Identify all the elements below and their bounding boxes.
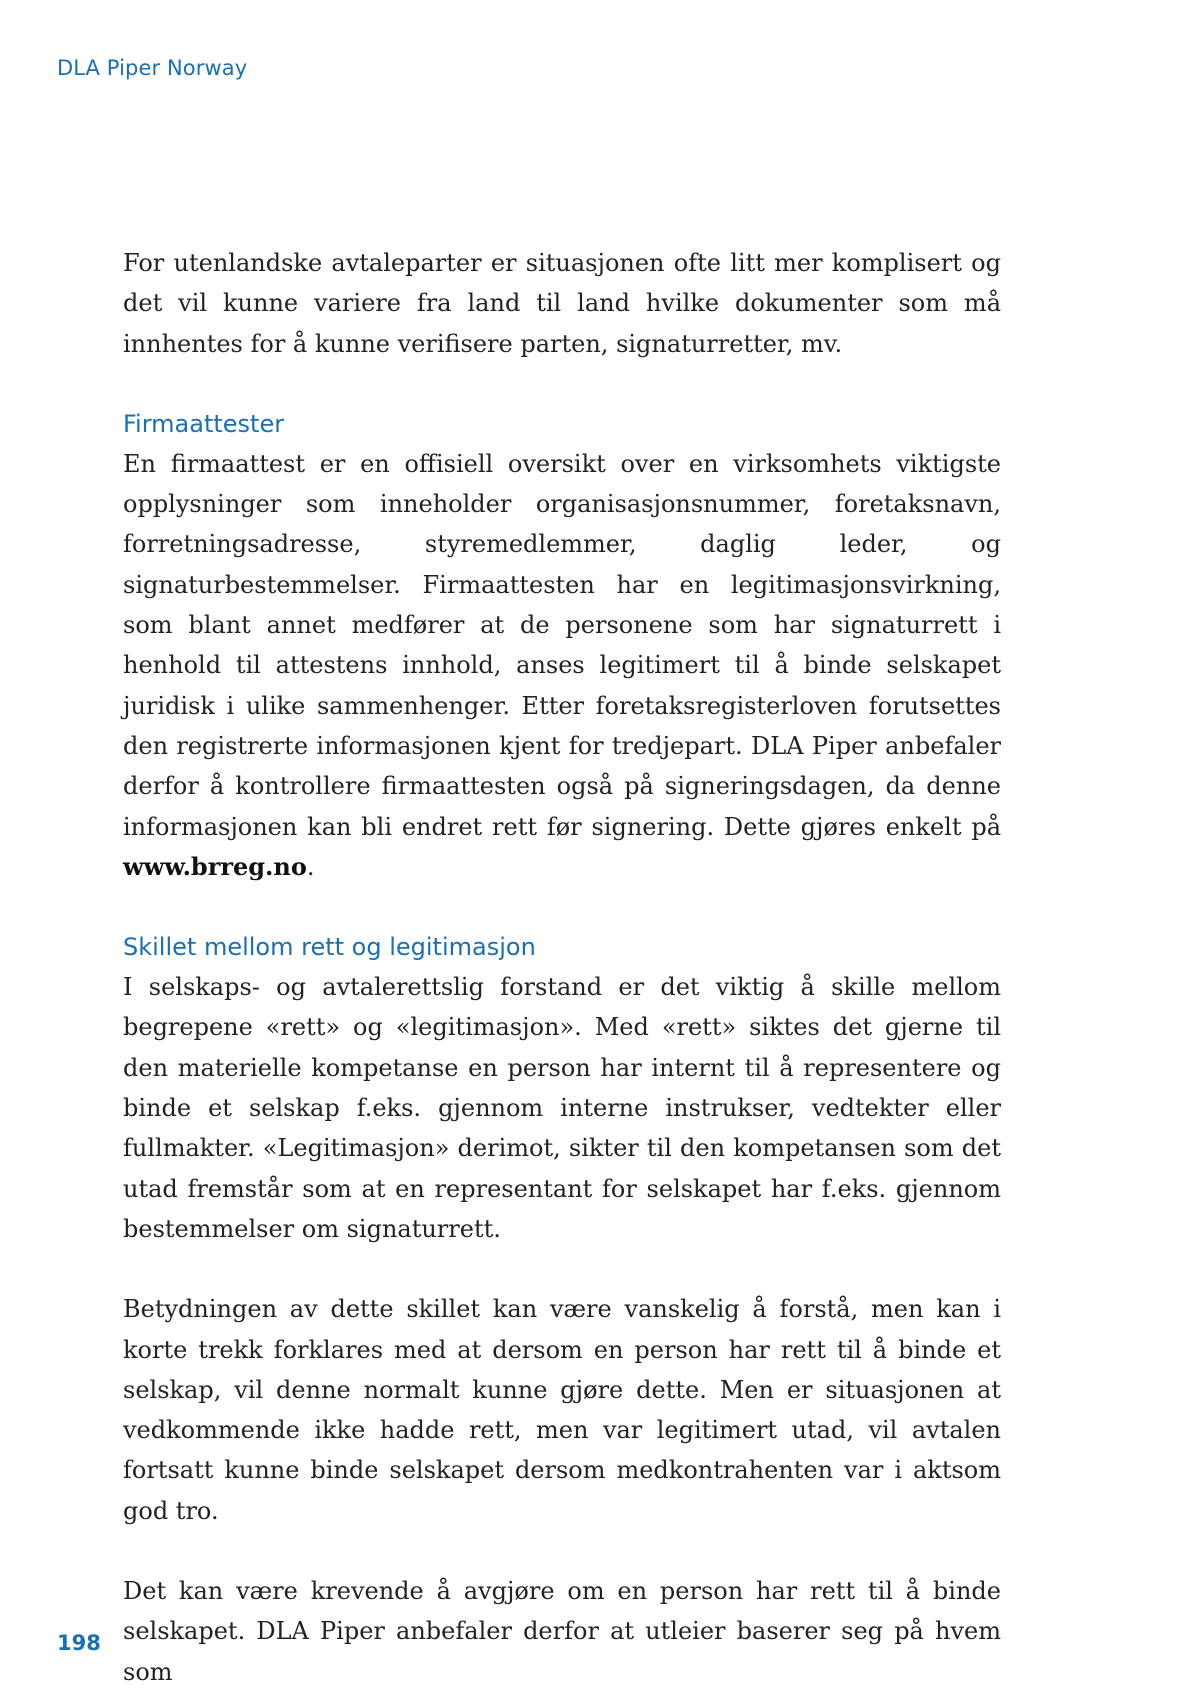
skillet-paragraph-2: Betydningen av dette skillet kan være vanskelig å forstå, men kan i korte trekk forklares med at dersom en person har rett til å binde et selskap, vil denne normalt kunne gjøre dette. Men er situasjonen at vedkommende ikke hadde rett, men var legitimert utad, vil avtalen fortsatt kunne binde selskapet dersom medkontrahenten var i aktsom god tro.	[123, 1295, 1001, 1525]
page-number: 198	[57, 1631, 101, 1655]
firmaattester-paragraph-end: .	[306, 852, 315, 881]
firmaattester-paragraph	[123, 444, 1001, 887]
section-heading-skillet: Skillet mellom rett og legitimasjon	[123, 933, 536, 962]
main-content	[123, 243, 1001, 1692]
skillet-paragraph-1: I selskaps- og avtalerettslig forstand er det viktig å skille mellom begrepene «rett» og «legitimasjon». Med «rett» siktes det gjerne til den materielle kompetanse en person har internt til å representere og binde et selskap f.eks. gjennom interne instrukser, vedtekter eller fullmakter. «Legitimasjon» derimot, sikter til den kompetansen som det utad fremstår som at en representant for selskapet har f.eks. gjennom bestemmelser om signaturrett.	[123, 973, 1001, 1243]
brreg-link[interactable]: www.brreg.no	[123, 851, 307, 881]
running-header: DLA Piper Norway	[57, 56, 248, 80]
firmaattester-paragraph-text: En firmaattest er en offisiell oversikt over en virksomhets viktigste opplysninger som inneholder organisasjonsnummer, foretaksnavn, forretningsadresse, styremedlemmer, daglig leder, og signaturbestemmelser. Firmaattesten har en legitimasjonsvirkning, som blant annet medfører at de personene som har signaturrett i henhold til attestens innhold, anses legitimert til å binde selskapet juridisk i ulike sammenhenger. Etter foretaksregisterloven forutsettes den registrerte informasjonen kjent for tredjepart. DLA Piper anbefaler derfor å kontrollere firmaattesten også på signeringsdagen, da denne informasjonen kan bli endret rett før signering. Dette gjøres enkelt på	[123, 449, 1001, 841]
skillet-paragraph-3: Det kan være krevende å avgjøre om en person har rett til å binde selskapet. DLA Piper anbefaler derfor at utleier baserer seg på hvem som	[123, 1577, 1001, 1686]
intro-paragraph: For utenlandske avtaleparter er situasjonen ofte litt mer komplisert og det vil kunne variere fra land til land hvilke dokumenter som må innhentes for å kunne verifisere parten, signaturretter, mv.	[123, 249, 1001, 358]
section-heading-firmaattester: Firmaattester	[123, 409, 285, 438]
